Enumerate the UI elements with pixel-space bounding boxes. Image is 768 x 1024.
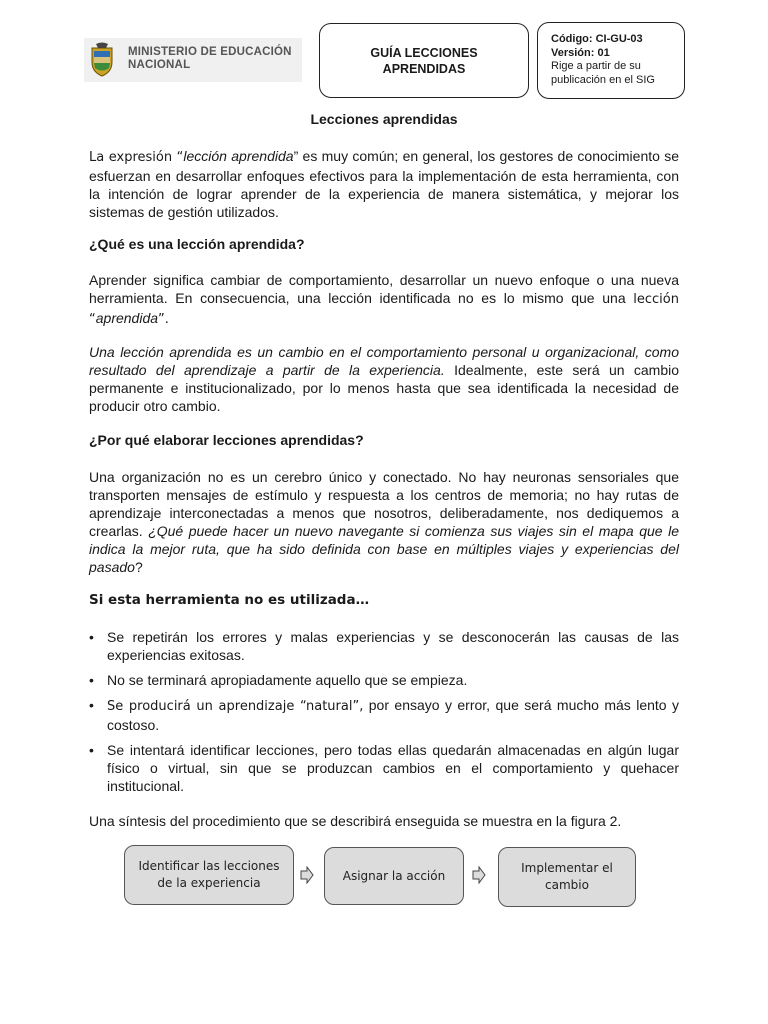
flow-step-identify: [124, 845, 294, 905]
section-heading-what: ¿Qué es una lección aprendida?: [89, 236, 305, 252]
section2-paragraph: Una organización no es un cerebro único y conectado. No hay neuronas sensoriales que transporten mensajes de estímulo y respuesta a los centros de memoria; no hay rutas de aprendizaje interconectadas a menos que nosotros, deliberadamente, nos dediquemos a crearlas. ¿Qué puede hacer un nuevo navegante si comienza sus viajes sin el mapa que le indica la mejor ruta, que ha sido definida con base en múltiples viajes y experiencias del pasado?: [89, 469, 679, 575]
section1-paragraph1: Aprender significa cambiar de comportamiento, desarrollar un nuevo enfoque o una nueva herramienta. En consecuencia, una lección identificada no es lo mismo que una lección “aprendida”.: [89, 272, 679, 327]
guide-title-line1: GUÍA LECCIONES: [370, 45, 478, 60]
flow-step-implement: [498, 847, 636, 907]
flow-step1-line2: de la experiencia: [157, 876, 261, 890]
list-item: • Se repetirán los errores y malas experiencias y se desconocerán las causas de las experiencias exitosas.: [89, 629, 679, 663]
guide-title-line2: APRENDIDAS: [382, 61, 466, 76]
ministry-name-line2: NACIONAL: [128, 59, 191, 71]
section-heading-why: ¿Por qué elaborar lecciones aprendidas?: [89, 432, 364, 448]
flow-step-assign: [324, 847, 464, 905]
flow-step2-label: Asignar la acción: [342, 868, 446, 883]
coat-of-arms-icon: [88, 42, 116, 78]
document-version: Versión: 01: [551, 46, 610, 59]
intro-paragraph: La expresión “lección aprendida” es muy común; en general, los gestores de conocimiento se esfuerzan en desarrollar enfoques efectivos para la implementación de esta herramienta, con la intención de lograr aprender de la experiencia de manera sistemática, y mejorar los sistemas de gestión utilizados.: [89, 148, 680, 220]
arrow-right-icon: [472, 866, 486, 884]
list-item: • No se terminará apropiadamente aquello que se empieza.: [89, 672, 468, 688]
validity-line1: Rige a partir de su: [551, 60, 641, 72]
section1-paragraph2: Una lección aprendida es un cambio en el comportamiento personal u organizacional, como resultado del aprendizaje a partir de la experiencia. Idealmente, este será un cambio permanente e institucionalizado, por lo menos hasta que sea identificada la necesidad de producir otro cambio.: [89, 344, 679, 414]
summary-paragraph: Una síntesis del procedimiento que se describirá enseguida se muestra en la figura 2.: [89, 813, 622, 829]
ministry-name: [128, 46, 292, 72]
consequences-list: [89, 628, 679, 802]
arrow-right-icon: [300, 866, 314, 884]
section-heading-if-not-used: Si esta herramienta no es utilizada…: [89, 592, 370, 608]
validity-line2: publicación en el SIG: [551, 73, 655, 86]
flow-step1-line1: Identificar las lecciones: [138, 859, 280, 873]
guide-title-box: [319, 23, 529, 98]
document-code: Código: CI-GU-03: [551, 33, 643, 45]
list-item: • Se producirá un aprendizaje “natural”, por ensayo y error, que será mucho más lento y costoso.: [89, 697, 680, 733]
page-title: Lecciones aprendidas: [310, 111, 458, 127]
flow-step3-line1: Implementar el: [521, 861, 613, 875]
ministry-name-line1: MINISTERIO DE EDUCACIÓN: [128, 46, 292, 58]
document-code-box: [537, 22, 685, 99]
list-item: • Se intentará identificar lecciones, pero todas ellas quedarán almacenadas en algún lugar físico o virtual, sin que se produzcan cambios en el comportamiento y quehacer institucional.: [89, 742, 679, 794]
flow-step3-line2: cambio: [545, 878, 589, 892]
